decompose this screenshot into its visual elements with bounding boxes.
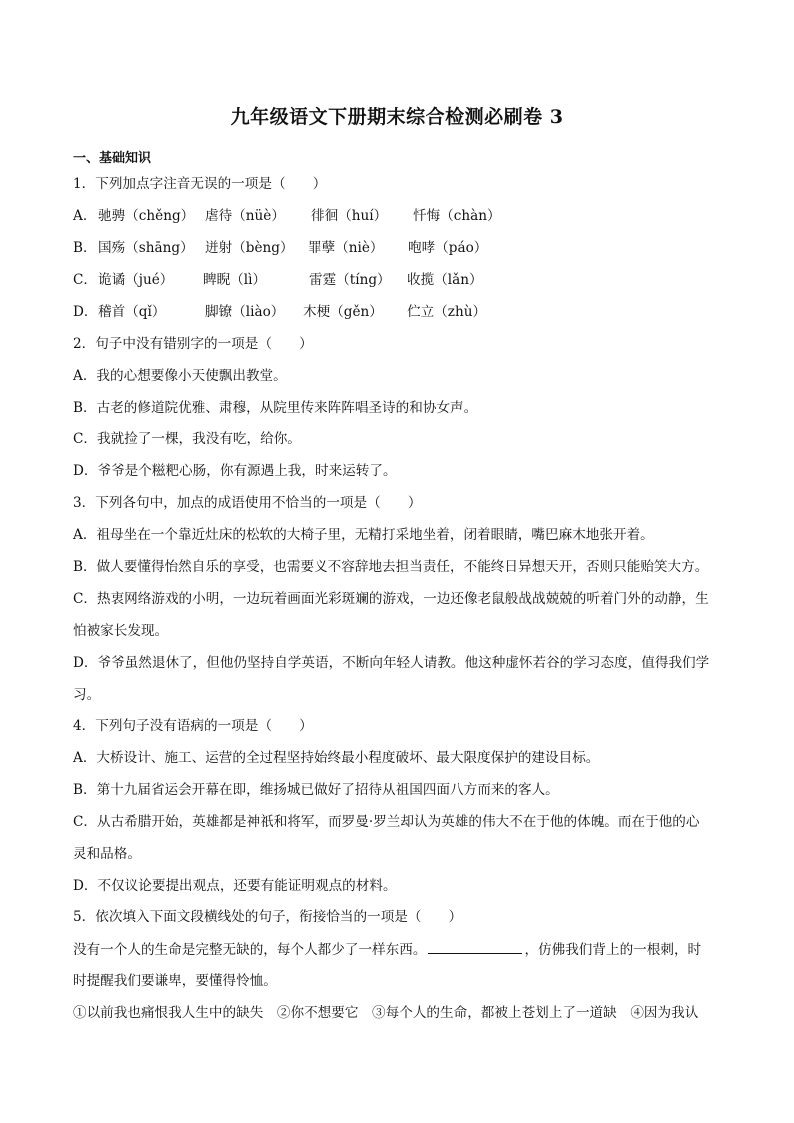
page-title: 九年级语文下册期末综合检测必刷卷 3 xyxy=(230,106,564,128)
question-2-option-d: D．爷爷是个糍粑心肠，你有源遇上我，时来运转了。 xyxy=(73,463,397,479)
option-word: 收揽（lǎn） xyxy=(407,272,483,288)
option-word: 迸射（bèng） xyxy=(205,240,294,256)
question-3-option-a: A．祖母坐在一个靠近灶床的松软的大椅子里，无精打采地坐着，闭着眼睛，嘴巴麻木地张开着。 xyxy=(73,527,654,543)
option-label: A． xyxy=(73,208,97,224)
option-word: 驰骋（chěng） xyxy=(98,208,195,224)
question-3-option-c-cont: 怕被家长发现。 xyxy=(73,623,169,639)
question-4-stem: 4．下列句子没有语病的一项是（ ） xyxy=(73,718,313,734)
option-word: 忏悔（chàn） xyxy=(413,208,501,224)
question-5-passage xyxy=(73,939,701,960)
section-heading: 一、基础知识 xyxy=(73,151,152,166)
question-2-option-c: C．我就捡了一棵，我没有吃，给你。 xyxy=(73,431,301,447)
question-1-option-c xyxy=(73,270,483,290)
fill-in-blank xyxy=(428,939,522,954)
question-2-stem: 2．句子中没有错别字的一项是（ ） xyxy=(73,336,313,352)
question-3-stem: 3．下列各句中，加点的成语使用不恰当的一项是（ ） xyxy=(73,495,422,511)
option-word: 国殇（shāng） xyxy=(98,240,194,256)
question-2-option-a: A．我的心想要像小天使飘出教堂。 xyxy=(73,368,287,384)
question-1-option-b xyxy=(73,238,487,258)
option-word: 睥睨（lì） xyxy=(203,272,267,288)
option-word: 虐待（nüè） xyxy=(205,208,285,224)
question-3-option-d-cont: 习。 xyxy=(73,687,101,703)
question-1-option-a xyxy=(73,206,501,226)
question-4-option-d: D．不仅议论要提出观点，还要有能证明观点的材料。 xyxy=(73,878,397,894)
question-4-option-b: B．第十九届省运会开幕在即，维扬城已做好了招待从祖国四面八方而来的客人。 xyxy=(73,782,559,798)
option-word: 脚镣（liào） xyxy=(205,304,285,320)
passage-text: ，仿佛我们背上的一根刺，时 xyxy=(524,942,702,958)
option-word: 咆哮（páo） xyxy=(408,240,488,256)
question-3-option-b: B．做人要懂得怡然自乐的享受，也需要义不容辞地去担当责任，不能终日异想天开，否则只能贻笑大方。 xyxy=(73,559,709,575)
option-word: 木梗（gěn） xyxy=(303,304,383,320)
question-5-passage-cont: 时提醒我们要谦卑，要懂得怜恤。 xyxy=(73,973,277,989)
question-4-option-c-cont: 灵和品格。 xyxy=(73,846,141,862)
question-4-option-a: A．大桥设计、施工、运营的全过程坚持始终最小程度破坏、最大限度保护的建设目标。 xyxy=(73,750,600,766)
passage-text: 没有一个人的生命是完整无缺的，每个人都少了一样东西。 xyxy=(73,942,427,958)
question-2-option-b: B．古老的修道院优雅、肃穆，从院里传来阵阵唱圣诗的和协女声。 xyxy=(73,400,478,416)
option-label: D． xyxy=(73,304,98,320)
option-label: B． xyxy=(73,240,97,256)
option-word: 稽首（qǐ） xyxy=(98,304,166,320)
question-5-choices: ①以前我也痛恨我人生中的缺失 ②你不想要它 ③每个人的生命，都被上苍划上了一道缺 ④因为我认 xyxy=(73,1005,699,1021)
question-1-option-d xyxy=(73,302,486,322)
question-5-stem: 5．依次填入下面文段横线处的句子，衔接恰当的一项是（ ） xyxy=(73,909,463,925)
option-word: 雷霆（tíng） xyxy=(309,272,391,288)
option-word: 罪孽（niè） xyxy=(308,240,384,256)
question-1-stem: 1．下列加点字注音无误的一项是（ ） xyxy=(73,176,327,192)
option-word: 徘徊（huí） xyxy=(311,208,388,224)
option-word: 诡谲（jué） xyxy=(98,272,174,288)
option-label: C． xyxy=(73,272,97,288)
option-word: 伫立（zhù） xyxy=(407,304,487,320)
question-4-option-c: C．从古希腊开始，英雄都是神祇和将军，而罗曼·罗兰却认为英雄的伟大不在于他的体魄。而在于他的心 xyxy=(73,814,700,830)
question-3-option-c: C．热衷网络游戏的小明，一边玩着画面光彩斑斓的游戏，一边还像老鼠般战战兢兢的听着门外的动静，生 xyxy=(73,591,709,607)
question-3-option-d: D．爷爷虽然退休了，但他仍坚持自学英语，不断向年轻人请教。他这种虚怀若谷的学习态度，值得我们学 xyxy=(73,655,710,671)
